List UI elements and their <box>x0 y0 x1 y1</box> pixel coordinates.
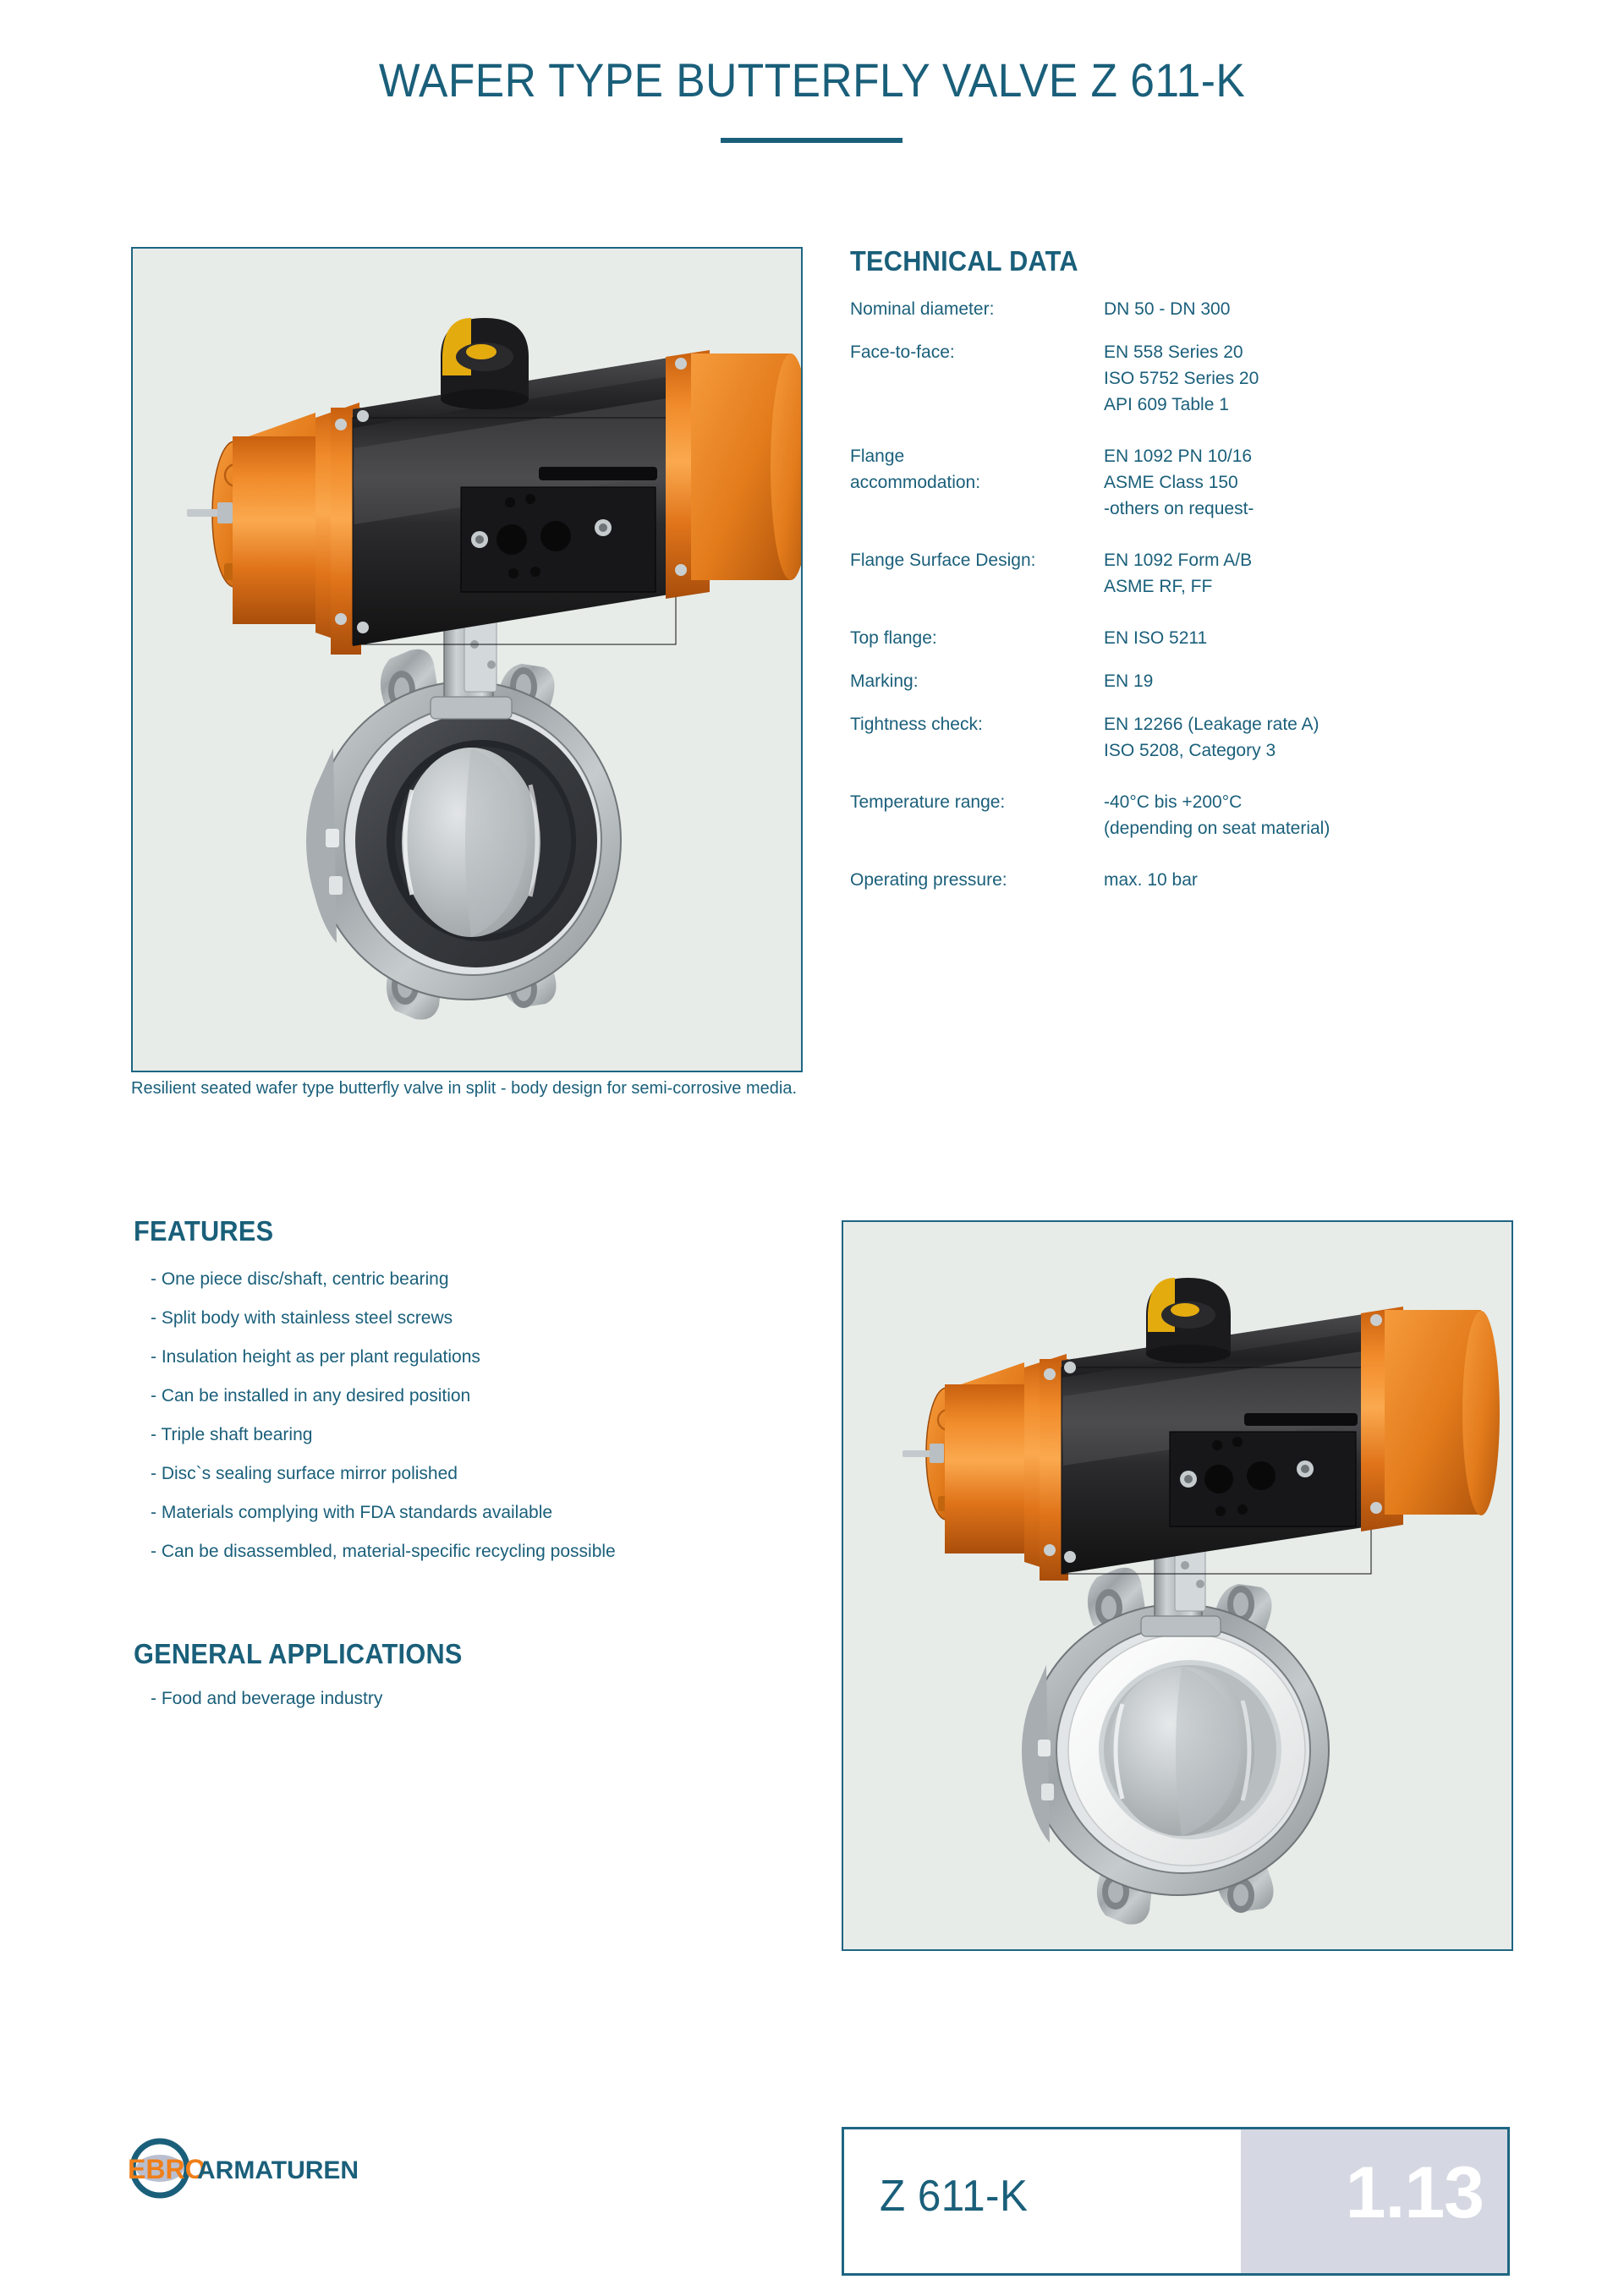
feature-list-item: - Can be disassembled, material-specific recycling possible <box>151 1542 616 1561</box>
technical-data-value <box>1104 443 1518 522</box>
technical-data-value <box>1104 711 1518 764</box>
feature-list-item: - Can be installed in any desired position <box>151 1386 471 1406</box>
technical-data-row <box>850 296 1518 322</box>
photo-caption-top: Resilient seated wafer type butterfly valve in split - body design for semi-corrosive media. <box>131 1079 798 1098</box>
butterfly-valve-illustration-white-seat <box>843 1222 1512 1949</box>
technical-data-value <box>1104 789 1518 841</box>
technical-data-value <box>1104 547 1518 600</box>
feature-list-item: - One piece disc/shaft, centric bearing <box>151 1269 449 1289</box>
technical-data-value-line: ISO 5752 Series 20 <box>1104 369 1259 388</box>
technical-data-row <box>850 867 1518 893</box>
technical-data-value-line: EN 558 Series 20 <box>1104 342 1243 362</box>
technical-data-label-line: accommodation: <box>850 473 981 492</box>
footer-identification-box <box>842 2127 1510 2276</box>
technical-data-label-line: Top flange: <box>850 628 937 648</box>
technical-data-value <box>1104 339 1518 418</box>
ebro-logo-mark <box>123 2138 376 2199</box>
features-heading: FEATURES <box>134 1215 274 1247</box>
technical-data-label <box>850 339 1104 365</box>
feature-list-item: - Disc`s sealing surface mirror polished <box>151 1464 458 1483</box>
technical-data-value-line: max. 10 bar <box>1104 870 1198 890</box>
technical-data-row <box>850 789 1518 841</box>
technical-data-label <box>850 789 1104 815</box>
technical-data-table <box>850 296 1518 910</box>
technical-data-value-line: API 609 Table 1 <box>1104 395 1229 414</box>
technical-data-label <box>850 443 1104 496</box>
footer-model-label: Z 611-K <box>880 2172 1029 2221</box>
features-list <box>151 1269 827 1580</box>
technical-data-value-line: ASME RF, FF <box>1104 577 1213 596</box>
technical-data-label-line: Tightness check: <box>850 715 983 734</box>
technical-data-label <box>850 547 1104 573</box>
technical-data-value-line: EN 1092 Form A/B <box>1104 551 1253 570</box>
technical-data-value <box>1104 296 1518 322</box>
pneumatic-actuator <box>187 318 801 655</box>
technical-data-label <box>850 867 1104 893</box>
feature-list-item: - Insulation height as per plant regulations <box>151 1347 480 1367</box>
logo-text-ebro: EBRO <box>128 2154 206 2184</box>
technical-data-value-line: EN 12266 (Leakage rate A) <box>1104 715 1320 734</box>
technical-data-row <box>850 547 1518 600</box>
position-indicator <box>1146 1278 1231 1363</box>
technical-data-row <box>850 711 1518 764</box>
technical-data-value-line: -others on request- <box>1104 499 1254 518</box>
title-underline <box>721 138 903 143</box>
technical-data-label-line: Operating pressure: <box>850 870 1007 890</box>
technical-data-label-line: Nominal diameter: <box>850 299 995 319</box>
product-photo-top <box>131 247 803 1072</box>
technical-data-label-line: Flange <box>850 447 905 466</box>
butterfly-valve-illustration-black-seat <box>133 249 801 1071</box>
technical-data-value-line: DN 50 - DN 300 <box>1104 299 1231 319</box>
technical-data-label-line: Temperature range: <box>850 792 1006 812</box>
feature-list-item: - Split body with stainless steel screws <box>151 1308 453 1328</box>
technical-data-value-line: (depending on seat material) <box>1104 819 1330 838</box>
technical-data-row <box>850 625 1518 651</box>
technical-data-value-line: ISO 5208, Category 3 <box>1104 741 1276 760</box>
technical-data-value-line: EN ISO 5211 <box>1104 628 1208 648</box>
general-applications-list <box>151 1688 827 1727</box>
technical-data-value <box>1104 625 1518 651</box>
technical-data-label <box>850 625 1104 651</box>
product-photo-bottom <box>842 1220 1513 1951</box>
technical-data-row <box>850 339 1518 418</box>
pneumatic-actuator <box>903 1278 1500 1581</box>
feature-list-item: - Materials complying with FDA standards available <box>151 1503 553 1522</box>
technical-data-label-line: Flange Surface Design: <box>850 551 1036 570</box>
general-applications-heading: GENERAL APPLICATIONS <box>134 1638 463 1669</box>
technical-data-value-line: EN 1092 PN 10/16 <box>1104 447 1253 466</box>
technical-data-value-line: -40°C bis +200°C <box>1104 792 1243 812</box>
position-indicator <box>441 318 529 409</box>
technical-data-label <box>850 296 1104 322</box>
logo-text-armaturen: ARMATUREN <box>197 2156 359 2184</box>
feature-list-item: - Triple shaft bearing <box>151 1425 313 1444</box>
technical-data-value <box>1104 867 1518 893</box>
technical-data-value <box>1104 668 1518 694</box>
ebro-armaturen-logo <box>123 2138 376 2199</box>
technical-data-value-line: ASME Class 150 <box>1104 473 1238 492</box>
technical-data-value-line: EN 19 <box>1104 671 1154 691</box>
technical-data-label-line: Marking: <box>850 671 919 691</box>
technical-data-label <box>850 711 1104 737</box>
technical-data-row <box>850 443 1518 522</box>
technical-data-label <box>850 668 1104 694</box>
page-title: WAFER TYPE BUTTERFLY VALVE Z 611-K <box>378 53 1246 107</box>
technical-data-label-line: Face-to-face: <box>850 342 955 362</box>
footer-page-number: 1.13 <box>1345 2152 1484 2233</box>
technical-data-heading: TECHNICAL DATA <box>850 245 1078 277</box>
technical-data-row <box>850 668 1518 694</box>
general-application-list-item: - Food and beverage industry <box>151 1689 383 1708</box>
